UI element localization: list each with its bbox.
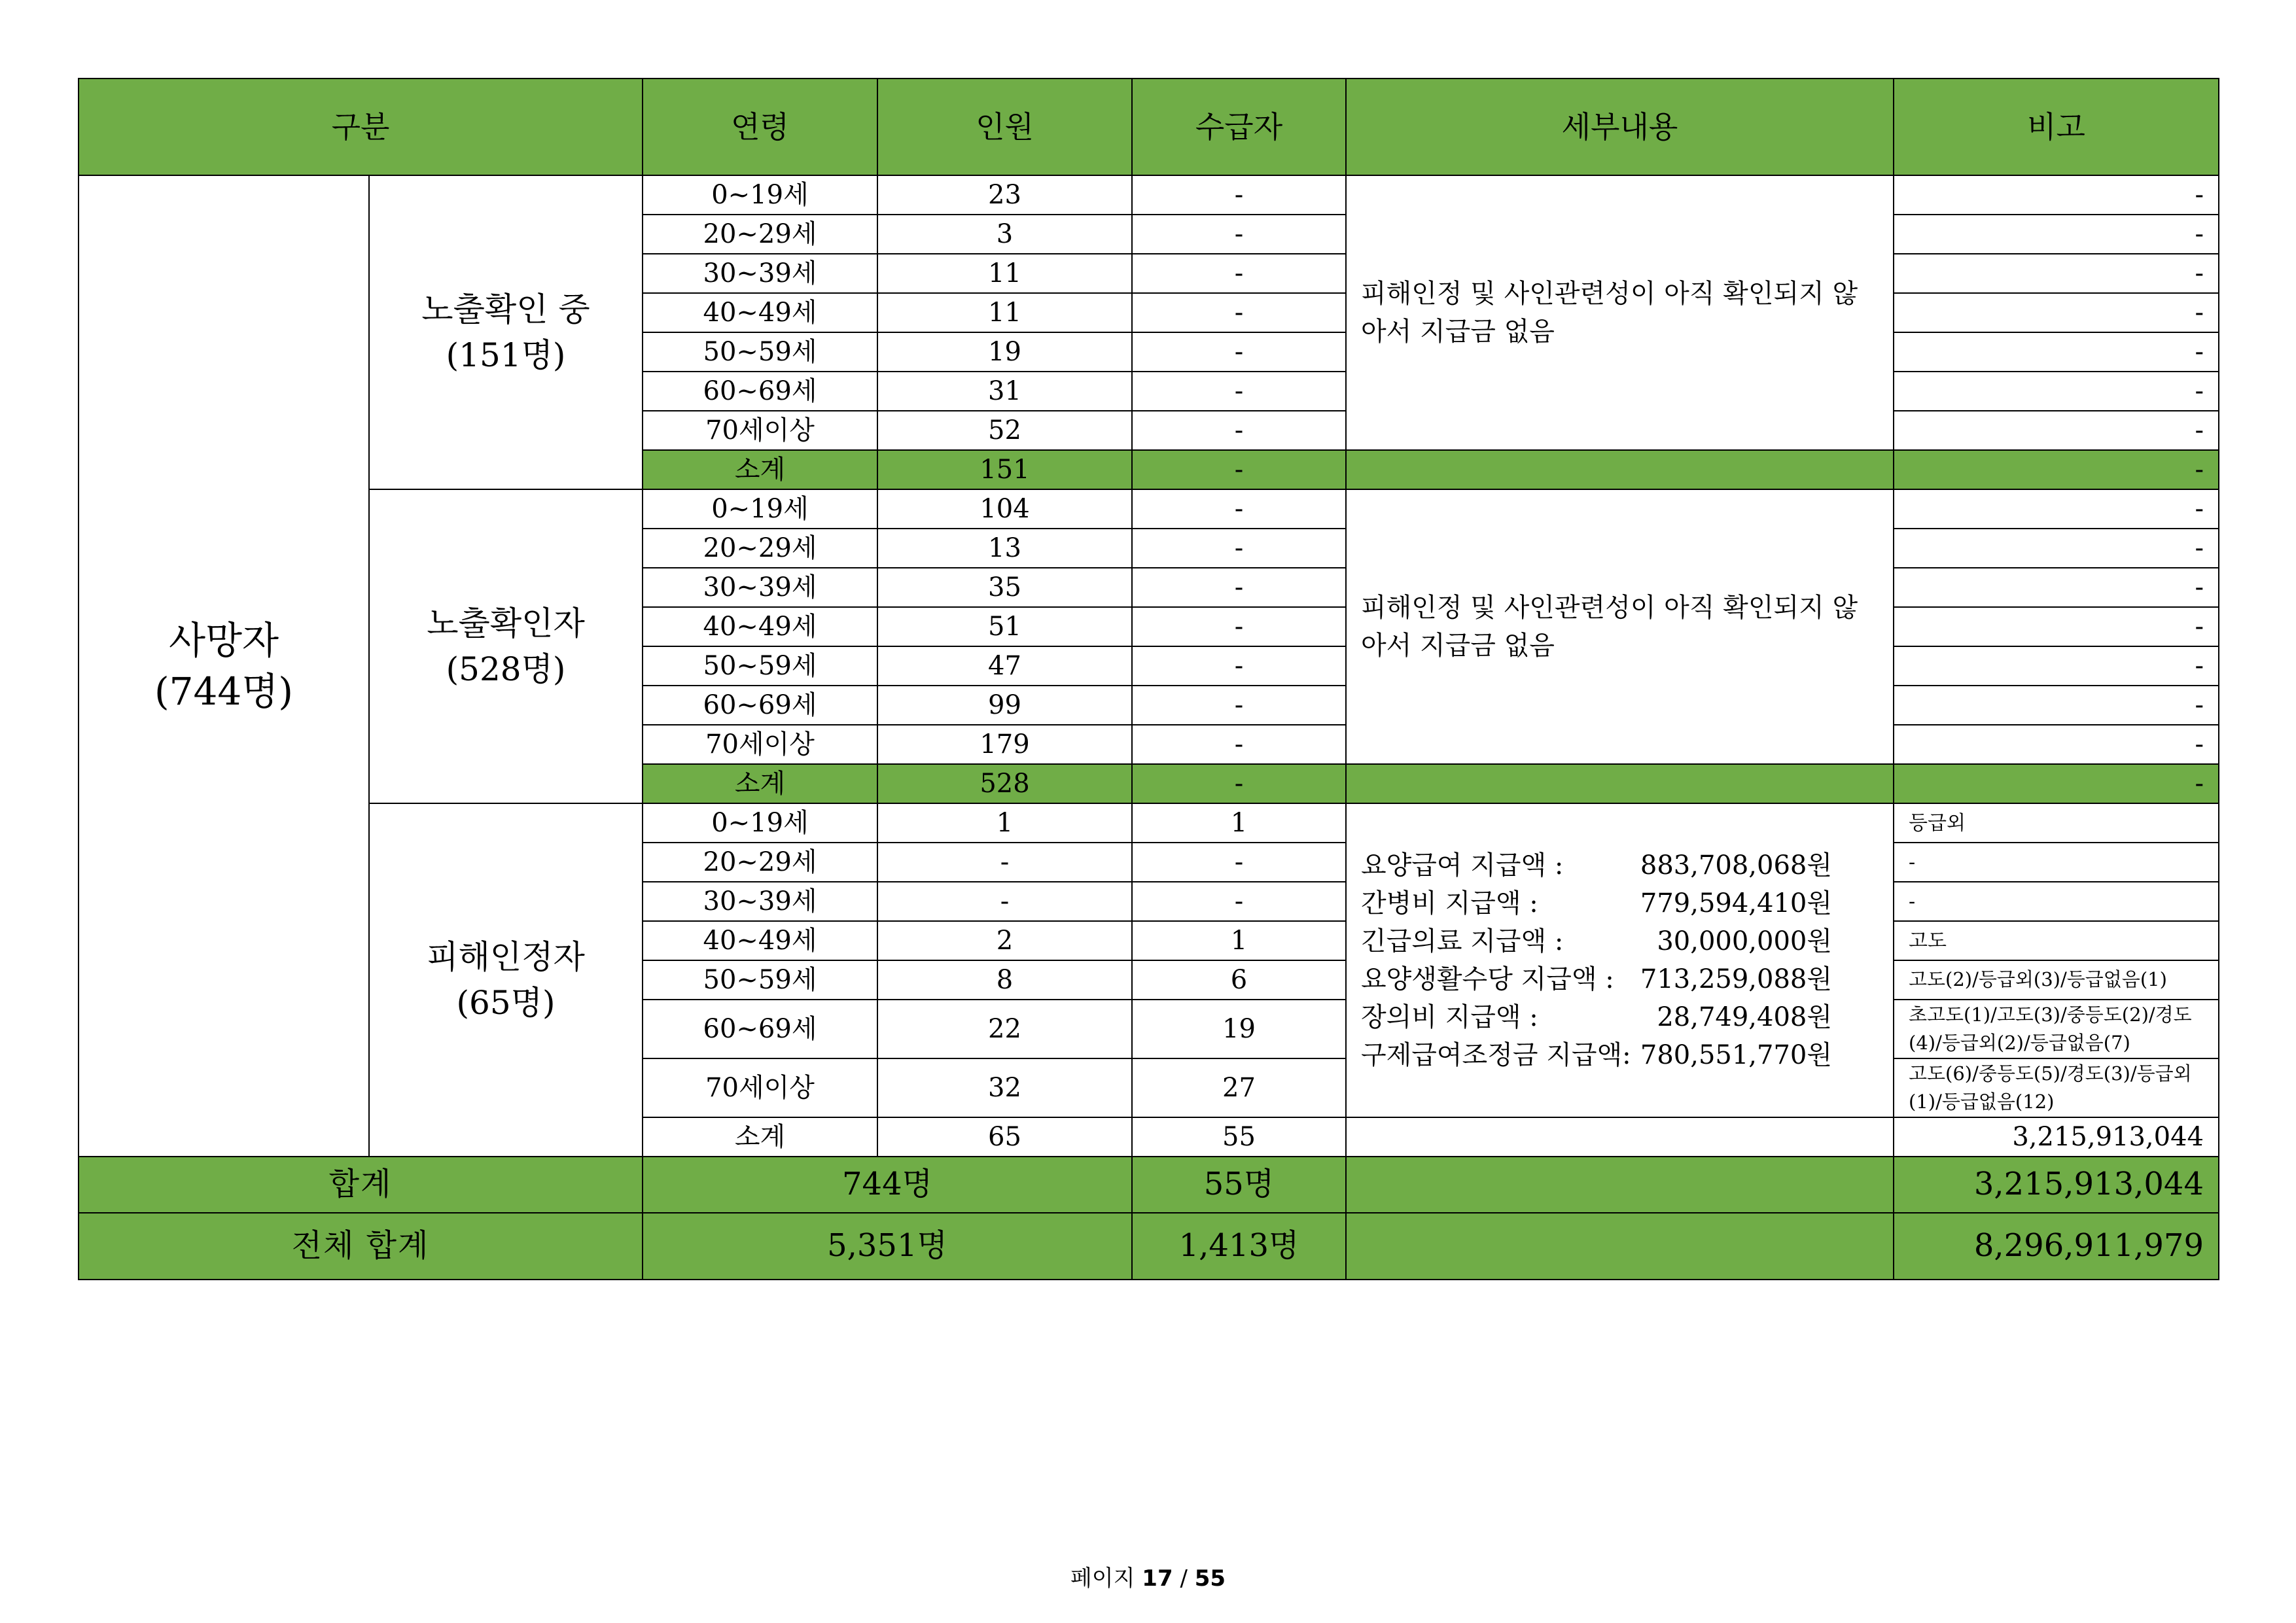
count-cell: 3 xyxy=(877,215,1132,254)
age-cell: 30~39세 xyxy=(643,568,877,607)
grand-total-row xyxy=(79,1213,2219,1280)
count-cell: 32 xyxy=(877,1058,1132,1117)
age-cell: 40~49세 xyxy=(643,921,877,960)
recipients-cell: - xyxy=(1132,489,1346,529)
payment-line xyxy=(1361,884,1832,922)
age-cell: 60~69세 xyxy=(643,686,877,725)
age-cell: 50~59세 xyxy=(643,646,877,686)
group-damage-recognized xyxy=(369,803,643,1157)
subtotal-detail xyxy=(1346,450,1894,489)
count-cell: 99 xyxy=(877,686,1132,725)
detail-cell: 피해인정 및 사인관련성이 아직 확인되지 않아서 지급금 없음 xyxy=(1346,175,1894,450)
subtotal-count: 65 xyxy=(877,1117,1132,1157)
age-cell: 70세이상 xyxy=(643,411,877,450)
count-cell: 22 xyxy=(877,1000,1132,1058)
table-row xyxy=(79,489,2219,529)
note-cell: 고도(6)/중등도(5)/경도(3)/등급외(1)/등급없음(12) xyxy=(1894,1058,2219,1117)
count-cell: 11 xyxy=(877,293,1132,332)
count-cell: 11 xyxy=(877,254,1132,293)
subtotal-note: 3,215,913,044 xyxy=(1894,1117,2219,1157)
age-cell: 20~29세 xyxy=(643,843,877,882)
payment-label: 긴급의료 지급액 : xyxy=(1361,926,1564,956)
count-cell: 1 xyxy=(877,803,1132,843)
grand-total-detail xyxy=(1346,1213,1894,1280)
note-cell: - xyxy=(1894,686,2219,725)
count-cell: 104 xyxy=(877,489,1132,529)
payment-line xyxy=(1361,998,1832,1036)
recipients-cell: 1 xyxy=(1132,803,1346,843)
age-cell: 30~39세 xyxy=(643,882,877,921)
recipients-cell: 1 xyxy=(1132,921,1346,960)
recipients-cell: - xyxy=(1132,607,1346,646)
group-exposure-confirmed xyxy=(369,489,643,803)
note-cell: - xyxy=(1894,293,2219,332)
subtotal-count: 528 xyxy=(877,764,1132,803)
recipients-cell: - xyxy=(1132,293,1346,332)
recipients-cell: - xyxy=(1132,568,1346,607)
subtotal-recipients: - xyxy=(1132,764,1346,803)
age-cell: 50~59세 xyxy=(643,960,877,1000)
recipients-cell: - xyxy=(1132,215,1346,254)
subtotal-label: 소계 xyxy=(643,450,877,489)
grand-total-recipients: 1,413명 xyxy=(1132,1213,1346,1280)
recipients-cell: - xyxy=(1132,529,1346,568)
recipients-cell: 27 xyxy=(1132,1058,1346,1117)
age-cell: 40~49세 xyxy=(643,293,877,332)
note-cell: - xyxy=(1894,843,2219,882)
note-cell: - xyxy=(1894,254,2219,293)
subtotal-note: - xyxy=(1894,450,2219,489)
page-footer xyxy=(0,1560,2296,1592)
note-cell: - xyxy=(1894,646,2219,686)
deceased-total: (744명) xyxy=(154,669,293,714)
grand-total-count: 5,351명 xyxy=(643,1213,1132,1280)
payment-line xyxy=(1361,922,1832,960)
header-recipients: 수급자 xyxy=(1132,79,1346,175)
recipients-cell: - xyxy=(1132,175,1346,215)
recipients-cell: 19 xyxy=(1132,1000,1346,1058)
deceased-table xyxy=(78,78,2219,1280)
count-cell: 23 xyxy=(877,175,1132,215)
page-current: 17 xyxy=(1142,1565,1173,1592)
age-cell: 0~19세 xyxy=(643,489,877,529)
age-cell: 30~39세 xyxy=(643,254,877,293)
deceased-category xyxy=(79,175,369,1157)
note-cell: 초고도(1)/고도(3)/중등도(2)/경도(4)/등급외(2)/등급없음(7) xyxy=(1894,1000,2219,1058)
table-row xyxy=(79,803,2219,843)
age-cell: 50~59세 xyxy=(643,332,877,372)
payment-amount: 780,551,770원 xyxy=(1640,1040,1832,1070)
group-title: 노출확인자 xyxy=(427,604,585,642)
page-prefix: 페이지 xyxy=(1070,1565,1135,1592)
payment-label: 요양급여 지급액 : xyxy=(1361,850,1564,881)
count-cell: 52 xyxy=(877,411,1132,450)
note-cell: - xyxy=(1894,175,2219,215)
note-cell: 고도 xyxy=(1894,921,2219,960)
subtotal-detail xyxy=(1346,1117,1894,1157)
payment-line xyxy=(1361,960,1832,998)
header-count: 인원 xyxy=(877,79,1132,175)
note-cell: - xyxy=(1894,489,2219,529)
sum-label: 합계 xyxy=(79,1157,643,1213)
recipients-cell: - xyxy=(1132,882,1346,921)
count-cell: 13 xyxy=(877,529,1132,568)
note-cell: - xyxy=(1894,568,2219,607)
subtotal-note: - xyxy=(1894,764,2219,803)
count-cell: 2 xyxy=(877,921,1132,960)
page-separator: / xyxy=(1180,1565,1188,1592)
header-age: 연령 xyxy=(643,79,877,175)
subtotal-detail xyxy=(1346,764,1894,803)
payment-amount: 779,594,410원 xyxy=(1640,888,1832,918)
page-total: 55 xyxy=(1194,1565,1226,1592)
group-total: (528명) xyxy=(446,650,566,688)
grand-total-amount: 8,296,911,979 xyxy=(1894,1213,2219,1280)
recipients-cell: - xyxy=(1132,843,1346,882)
recipients-cell: - xyxy=(1132,332,1346,372)
count-cell: 31 xyxy=(877,372,1132,411)
subtotal-label: 소계 xyxy=(643,1117,877,1157)
grand-total-label: 전체 합계 xyxy=(79,1213,643,1280)
age-cell: 70세이상 xyxy=(643,1058,877,1117)
note-cell: - xyxy=(1894,215,2219,254)
age-cell: 60~69세 xyxy=(643,372,877,411)
recipients-cell: - xyxy=(1132,686,1346,725)
note-cell: - xyxy=(1894,725,2219,764)
header-category: 구분 xyxy=(79,79,643,175)
detail-cell: 피해인정 및 사인관련성이 아직 확인되지 않아서 지급금 없음 xyxy=(1346,489,1894,764)
sum-row xyxy=(79,1157,2219,1213)
sum-detail xyxy=(1346,1157,1894,1213)
sum-count: 744명 xyxy=(643,1157,1132,1213)
note-cell: - xyxy=(1894,372,2219,411)
count-cell: 8 xyxy=(877,960,1132,1000)
payment-amount: 30,000,000원 xyxy=(1657,926,1832,956)
subtotal-label: 소계 xyxy=(643,764,877,803)
payment-amount: 28,749,408원 xyxy=(1657,1002,1832,1032)
table-row xyxy=(79,175,2219,215)
count-cell: 51 xyxy=(877,607,1132,646)
group-total: (151명) xyxy=(446,336,566,374)
sum-recipients: 55명 xyxy=(1132,1157,1346,1213)
recipients-cell: - xyxy=(1132,254,1346,293)
payment-line xyxy=(1361,1036,1832,1074)
count-cell: 19 xyxy=(877,332,1132,372)
recipients-cell: - xyxy=(1132,725,1346,764)
group-title: 피해인정자 xyxy=(427,938,585,976)
header-note: 비고 xyxy=(1894,79,2219,175)
note-cell: - xyxy=(1894,411,2219,450)
payment-label: 요양생활수당 지급액 : xyxy=(1361,964,1614,994)
payment-label: 구제급여조정금 지급액: xyxy=(1361,1040,1631,1070)
count-cell: 35 xyxy=(877,568,1132,607)
age-cell: 70세이상 xyxy=(643,725,877,764)
payment-amount: 883,708,068원 xyxy=(1640,850,1832,881)
recipients-cell: - xyxy=(1132,372,1346,411)
note-cell: - xyxy=(1894,332,2219,372)
count-cell: 47 xyxy=(877,646,1132,686)
age-cell: 0~19세 xyxy=(643,803,877,843)
recipients-cell: - xyxy=(1132,646,1346,686)
count-cell: - xyxy=(877,843,1132,882)
recipients-cell: 6 xyxy=(1132,960,1346,1000)
payment-label: 장의비 지급액 : xyxy=(1361,1002,1538,1032)
note-cell: - xyxy=(1894,607,2219,646)
header-details: 세부내용 xyxy=(1346,79,1894,175)
count-cell: - xyxy=(877,882,1132,921)
payment-line xyxy=(1361,846,1832,884)
subtotal-recipients: 55 xyxy=(1132,1117,1346,1157)
payments-cell xyxy=(1346,803,1894,1117)
subtotal-count: 151 xyxy=(877,450,1132,489)
age-cell: 60~69세 xyxy=(643,1000,877,1058)
count-cell: 179 xyxy=(877,725,1132,764)
header-row xyxy=(79,79,2219,175)
note-cell: 고도(2)/등급외(3)/등급없음(1) xyxy=(1894,960,2219,1000)
payment-label: 간병비 지급액 : xyxy=(1361,888,1538,918)
deceased-title: 사망자 xyxy=(168,618,279,663)
age-cell: 0~19세 xyxy=(643,175,877,215)
payment-amount: 713,259,088원 xyxy=(1640,964,1832,994)
group-exposure-pending xyxy=(369,175,643,489)
age-cell: 40~49세 xyxy=(643,607,877,646)
age-cell: 20~29세 xyxy=(643,215,877,254)
age-cell: 20~29세 xyxy=(643,529,877,568)
note-cell: 등급외 xyxy=(1894,803,2219,843)
subtotal-recipients: - xyxy=(1132,450,1346,489)
group-total: (65명) xyxy=(456,984,556,1022)
note-cell: - xyxy=(1894,882,2219,921)
note-cell: - xyxy=(1894,529,2219,568)
recipients-cell: - xyxy=(1132,411,1346,450)
group-title: 노출확인 중 xyxy=(421,290,590,328)
sum-amount: 3,215,913,044 xyxy=(1894,1157,2219,1213)
